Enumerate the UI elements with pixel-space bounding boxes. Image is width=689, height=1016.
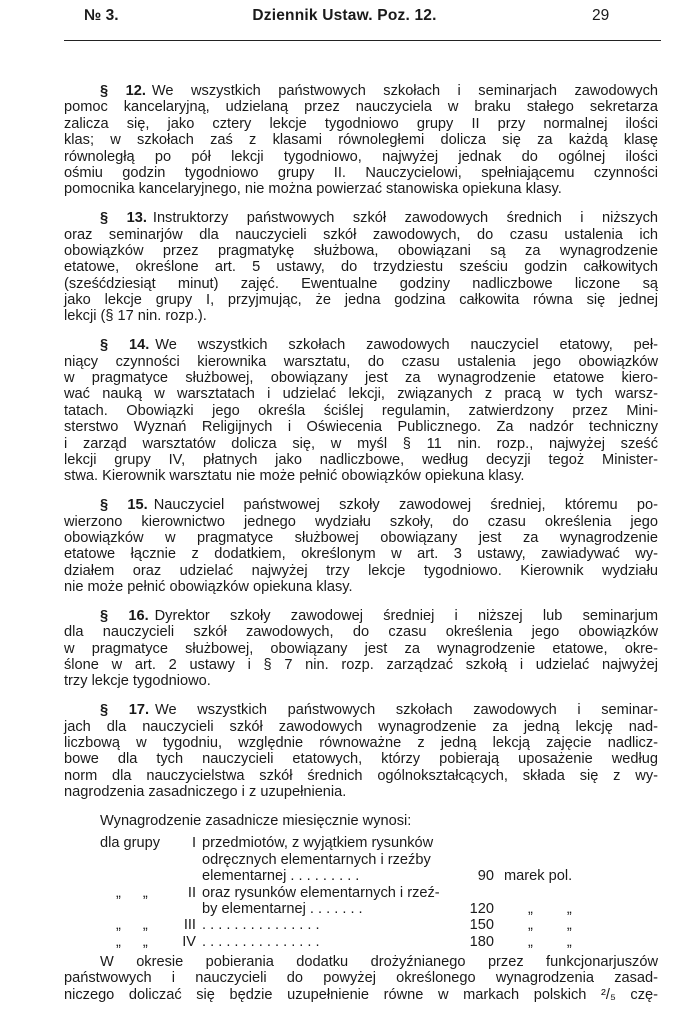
salary-table-row [64,868,658,884]
salary-table-row [64,835,658,851]
paragraph-12 [64,83,658,198]
text-line: etatowe łącznie z dodatkiem, określonym w art. 3 ustawy, zawiadywać wy- [64,546,658,563]
text-line: liczbową w tygodniu, względnie równoważne z jedną lekcją zajęcie nadlicz- [64,735,658,752]
paragraph-16 [64,608,658,690]
text-line: norm dla nauczycielstwa szkół średnich ogólnokształcących, składa się z wy- [64,767,658,784]
section-number: § 13. [100,210,147,227]
section-number: § 15. [100,497,148,514]
salary-table-row [64,901,658,917]
text-line: równoległą po pół lekcji tygodniowo, najwyżej jednak do ogólnej ilości [64,148,658,165]
text-line: pomocnika kancelaryjnego, nie można powierzać stanowiska opiekuna klasy. [64,181,562,198]
salary-table-row [64,934,658,950]
text-line: wierzono kierownictwo jednego wydziału szkoły, do czasu określenia jego [64,513,658,530]
group-description: odręcznych elementarnych i rzeźby [202,851,431,868]
salary-unit: marek pol. [504,868,573,885]
salary-table [64,835,658,950]
line-text: We wszystkich państwowych szkołach i seminarjach zawodowych [151,83,658,99]
group-description: by elementarnej . . . . . . . [202,900,363,917]
text-line [64,83,658,99]
line-text: We wszystkich szkołach zawodowych nauczyciel etatowy, peł- [155,337,658,354]
paragraph-15 [64,497,658,595]
issue-number: № 3. [84,7,119,24]
group-description: . . . . . . . . . . . . . . . [202,933,320,950]
section-number: § 16. [100,607,149,624]
salary-amount: 180 [469,933,494,950]
text-line: oraz seminarjów dla nauczycieli szkół zawodowych, do czasu ustalenia ich [64,226,658,243]
text-line: bowe dla tych nauczycieli etatowych, którzy pobierają uposażenie według [64,751,658,768]
text-line: sterstwo Wyznań Religijnych i Oświecenia Publicznego. Za nadzór techniczny [64,419,658,436]
salary-table-row [64,885,658,901]
salary-unit: „ „ [528,917,572,934]
group-description: oraz rysunków elementarnych i rzeź- [202,884,440,901]
salary-amount: 120 [469,900,494,917]
text-line: obowiązków w pragmatyce służbowej obowiązany jest za wynagrodzenie [64,529,658,546]
paragraph-17 [64,702,658,800]
group-prefix-ditto: „ „ [116,917,148,934]
group-prefix: dla grupy [100,835,161,852]
text-line: wać nauką w warsztatach i udzielać lekcji, związanych z pracą w tych warsz- [64,386,658,403]
page-header-title: Dziennik Ustaw. Poz. 12. [252,7,437,24]
salary-table-row [64,917,658,933]
text-line [64,608,658,624]
group-prefix-ditto: „ „ [116,933,148,950]
text-line: (sześćdziesiąt minut) zajęć. Ewentualne godziny nadliczbowe liczone są [64,275,658,292]
text-line: niczego doliczać się będzie uzupełnienie równe w markach polskich ²/₅ czę- [64,986,658,1003]
salary-unit: „ „ [528,933,572,950]
text-line [64,702,658,718]
text-line: tatach. Obowiązki jego określa ściślej regulamin, zatwierdzony przez Mini- [64,402,658,419]
closing-paragraph [64,954,658,1003]
line-text: We wszystkich państwowych szkołach zawodowych i seminar- [155,702,658,719]
salary-table-row [64,852,658,868]
text-line [64,497,658,513]
paragraph-14 [64,337,658,485]
group-number: I [191,835,196,852]
text-line [64,337,658,353]
group-description: elementarnej . . . . . . . . . [202,868,360,885]
text-line: stwa. Kierownik warsztatu nie może pełnić obowiązków opiekuna klasy. [64,468,525,485]
salary-unit: „ „ [528,900,572,917]
page-number: 29 [592,7,610,24]
group-prefix-ditto: „ „ [116,884,148,901]
text-line: nie może pełnić obowiązków opiekuna klasy. [64,579,353,596]
salary-intro: Wynagrodzenie zasadnicze miesięcznie wynosi: [100,812,412,829]
text-line: dla nauczycieli szkół zawodowych, do czasu określenia jego obowiązków [64,624,658,641]
line-text: Dyrektor szkoły zawodowej średniej i niższej lub seminarjum [154,607,658,624]
salary-amount: 90 [477,868,494,885]
group-number: II [187,884,196,901]
group-description: przedmiotów, z wyjątkiem rysunków [202,835,434,852]
line-text: Nauczyciel państwowej szkoły zawodowej średniej, któremu po- [153,497,658,514]
line-text: Instruktorzy państwowych szkół zawodowych średnich i niższych [152,210,658,227]
section-number: § 12. [100,83,146,99]
text-line: działem oraz udzielać najwyżej trzy lekcje tygodniowo. Kierownik wydziału [64,562,658,579]
text-line: W okresie pobierania dodatku drożyźnianego przez funkcjonarjuszów [100,954,658,971]
text-line: nagrodzenia zasadniczego i z uzupełnienia. [64,784,347,801]
group-description: . . . . . . . . . . . . . . . [202,917,320,934]
text-line: niący czynności kierownika warsztatu, do czasu ustalenia jego obowiązków [64,353,658,370]
section-number: § 14. [100,337,150,354]
header-rule [64,40,661,41]
group-number: III [183,917,196,934]
paragraph-13 [64,210,658,325]
text-line: jako lekcje grupy I, przyjmując, że jedna godzina całkowita równa się jednej [64,292,658,309]
text-line: zalicza się, jako cztery lekcje tygodniowo grupy II przy normalnej ilości [64,115,658,132]
salary-amount: 150 [469,917,494,934]
group-number: IV [182,933,196,950]
text-line: lekcji grupy IV, płatnych jako nadliczbowe, według decyzji tegoż Minister- [64,451,658,468]
text-line: jach dla nauczycieli szkół zawodowych wynagrodzenie za jedną lekcję nad- [64,718,658,735]
text-line: pomoc kancelaryjną, udzielaną przez nauczyciela w braku stałego sekretarza [64,99,658,116]
text-line: w pragmatyce służbowej, obowiązany jest za wynagrodzenie etatowe kiero- [64,370,658,387]
section-number: § 17. [100,702,150,719]
text-line: w pragmatyce służbowej, obowiązany jest za wynagrodzenie etatowe, okre- [64,640,658,657]
text-line: ślone w art. 2 ustawy i § 7 nin. rozp. zarządzać szkołą i udzielać najwyżej [64,657,658,674]
text-line: klas; w szkołach zaś z klasami równoległemi dolicza się za każdą klasę [64,132,658,149]
text-line: lekcji (§ 17 nin. rozp.). [64,308,207,325]
text-line: etatowe, określone art. 5 ustawy, do trzydziestu sześciu godzin całkowitych [64,259,658,276]
text-line [64,210,658,226]
text-line: państwowych i nauczycieli do powyżej określonego wynagrodzenia zasad- [64,970,658,987]
text-line: trzy lekcje tygodniowo. [64,673,211,690]
text-line: i zarząd warsztatów dolicza się, w myśl § 11 nin. rozp., najwyżej sześć [64,435,658,452]
text-line: obowiązków przez pragmatykę służbowa, obowiązani są za wynagrodzenie [64,242,658,259]
document-body [64,83,658,1016]
text-line: ośmiu godzin tygodniowo grupy II. Nauczycielowi, spełniającemu czynności [64,164,658,181]
